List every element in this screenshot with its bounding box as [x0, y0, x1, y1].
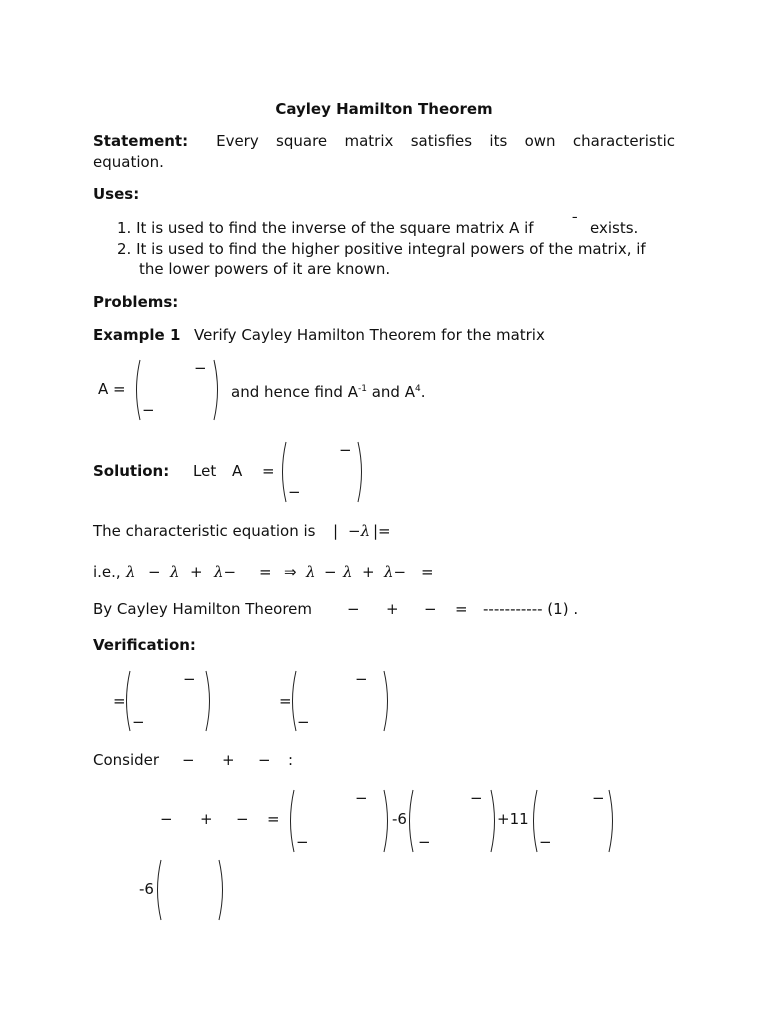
solution-matrix-minus-1: −: [339, 441, 352, 459]
solution-matrix-minus-2: −: [288, 483, 301, 501]
cayley-dashes: ----------- (1) .: [483, 600, 579, 618]
expr-coef-1: -6: [392, 810, 407, 828]
ie-lambda-4: λ: [343, 563, 353, 581]
cayley-minus-2: −: [424, 600, 437, 618]
problems-heading: Problems:: [93, 293, 179, 311]
page-title: Cayley Hamilton Theorem: [275, 100, 493, 118]
verification-matrix-2-minus-2: −: [297, 713, 310, 731]
uses-item-2-cont: the lower powers of it are known.: [139, 260, 391, 278]
uses-item-1: 1. It is used to find the inverse of the square matrix A if: [117, 219, 534, 237]
ie-minus-2: −: [324, 563, 337, 581]
solution-let: Let: [193, 462, 217, 480]
consider-minus-2: −: [258, 751, 271, 769]
ie-eq-1: =: [259, 563, 272, 581]
verification-matrix-1-minus-2: −: [132, 713, 145, 731]
solution-eq: =: [262, 462, 275, 480]
expr-minus-1: −: [160, 810, 173, 828]
verification-matrix-1-minus-1: −: [183, 670, 196, 688]
last-coef: -6: [139, 880, 154, 898]
expr-matrix-3-minus-1: −: [592, 789, 605, 807]
verification-heading: Verification:: [93, 636, 196, 654]
uses-heading: Uses:: [93, 185, 140, 203]
last-matrix-brackets: [153, 858, 227, 922]
expr-matrix-3-minus-2: −: [539, 833, 552, 851]
ie-label: i.e.,: [93, 563, 121, 581]
matrix-a-label: A =: [98, 380, 126, 398]
solution-label: Solution:: [93, 462, 170, 480]
cayley-text: By Cayley Hamilton Theorem: [93, 600, 313, 618]
ie-eq-2: =: [421, 563, 434, 581]
expr-plus: +: [200, 810, 213, 828]
cayley-minus-1: −: [347, 600, 360, 618]
ie-plus-1: +: [190, 563, 203, 581]
verification-eq-2: =: [279, 692, 292, 710]
cayley-eq: =: [455, 600, 468, 618]
uses-item-1-end: exists.: [590, 219, 639, 237]
ie-lambda-3: λ: [306, 563, 316, 581]
example-1-label: Example 1: [93, 326, 181, 344]
consider-minus-1: −: [182, 751, 195, 769]
expr-matrix-2-minus-1: −: [470, 789, 483, 807]
expr-minus-2: −: [236, 810, 249, 828]
uses-item-2: 2. It is used to find the higher positive integral powers of the matrix, if: [117, 240, 646, 258]
statement-text: Every square matrix satisfies its own characteristic: [216, 132, 675, 150]
consider-colon: :: [288, 751, 294, 769]
expr-matrix-1-minus-2: −: [296, 833, 309, 851]
ie-lambda-1: λ: [126, 563, 136, 581]
expr-coef-2: +11: [497, 810, 529, 828]
expr-matrix-2-minus-2: −: [418, 833, 431, 851]
consider-text: Consider: [93, 751, 160, 769]
char-eq-minus-lambda: −λ: [348, 522, 371, 540]
cayley-plus: +: [386, 600, 399, 618]
ie-lambda-minus-1: λ−: [214, 563, 237, 581]
ie-lambda-minus-2: λ−: [384, 563, 407, 581]
ie-plus-2: +: [362, 563, 375, 581]
char-eq-end: |=: [373, 522, 391, 540]
matrix-a-minus-1: −: [194, 359, 207, 377]
verification-eq-1: =: [113, 692, 126, 710]
hence-find-text: and hence find $A^{-1}$ and $A^4$.: [231, 383, 426, 401]
consider-plus: +: [222, 751, 235, 769]
uses-item-1-mark: ¯: [571, 214, 579, 232]
statement-line: [93, 132, 675, 150]
ie-minus-1: −: [148, 563, 161, 581]
ie-lambda-2: λ: [170, 563, 180, 581]
matrix-a-minus-2: −: [142, 401, 155, 419]
example-1-text: Verify Cayley Hamilton Theorem for the matrix: [194, 326, 545, 344]
solution-a: A: [232, 462, 243, 480]
statement-text-cont: equation.: [93, 153, 164, 171]
expr-eq: =: [267, 810, 280, 828]
ie-implies: ⇒: [284, 563, 297, 581]
char-eq-bar: |: [333, 522, 339, 540]
verification-matrix-2-minus-1: −: [355, 670, 368, 688]
expr-matrix-1-minus-1: −: [355, 789, 368, 807]
statement-label: Statement:: [93, 132, 189, 150]
char-eq-text: The characteristic equation is: [93, 522, 316, 540]
